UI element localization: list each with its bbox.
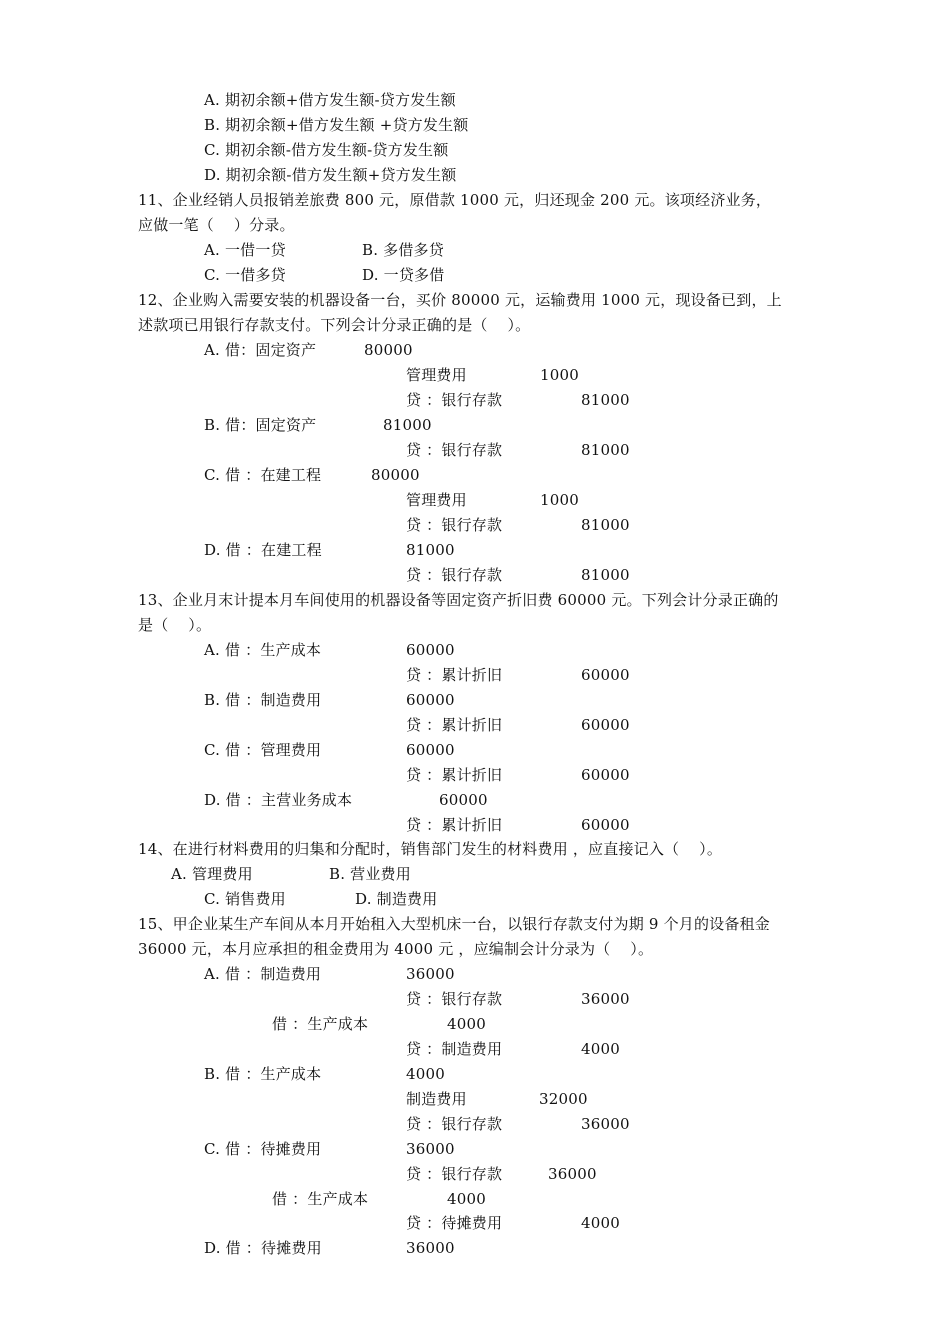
q11-option-b: B. 多借多贷 <box>362 241 444 259</box>
q12-option-b-credit-account: 贷 ：银行存款 <box>406 441 503 459</box>
q15-option-b-credit-account: 贷 ：银行存款 <box>406 1115 503 1133</box>
q12-option-c-credit-amount: 81000 <box>581 516 630 534</box>
q13-stem-line1: 13、企业月末计提本月车间使用的机器设备等固定资产折旧费 60000 元。下列会计分录正确的 <box>138 591 779 609</box>
q13-option-a-amount: 60000 <box>406 641 455 659</box>
q12-option-d-credit-account: 贷 ：银行存款 <box>406 566 503 584</box>
q15-option-b-line2-amount: 32000 <box>539 1090 588 1108</box>
q15-option-c-debit2-label: 借 ：生产成本 <box>272 1190 369 1208</box>
q12-option-c-line2-amount: 1000 <box>540 491 579 509</box>
q12-option-d-amount: 81000 <box>406 541 455 559</box>
q15-stem-line1: 15、甲企业某生产车间从本月开始租入大型机床一台，以银行存款支付为期 9 个月的设备租金 <box>138 915 770 933</box>
q13-option-c-amount: 60000 <box>406 741 455 759</box>
q12-option-a-label: A. 借：固定资产 <box>204 341 317 359</box>
q15-stem-line2: 36000 元，本月应承担的租金费用为 4000 元 ，应编制会计分录为（ ）。 <box>138 940 654 958</box>
q12-option-a-amount: 80000 <box>364 341 413 359</box>
q12-option-c-credit-account: 贷 ：银行存款 <box>406 516 503 534</box>
q12-option-b-label: B. 借：固定资产 <box>204 416 317 434</box>
q12-option-c-amount: 80000 <box>371 466 420 484</box>
q15-option-a-amount: 36000 <box>406 965 455 983</box>
q12-option-a-line2-amount: 1000 <box>540 366 579 384</box>
q12-stem-line2: 述款项已用银行存款支付。下列会计分录正确的是（ ）。 <box>138 316 531 334</box>
q15-option-b-credit-amount: 36000 <box>581 1115 630 1133</box>
q12-option-a-credit-amount: 81000 <box>581 391 630 409</box>
q12-option-a-credit-account: 贷 ：银行存款 <box>406 391 503 409</box>
q10-option-c: C. 期初余额-借方发生额-贷方发生额 <box>204 141 449 159</box>
q11-option-d: D. 一贷多借 <box>362 266 445 284</box>
q12-stem-line1: 12、企业购入需要安装的机器设备一台，买价 80000 元，运输费用 1000 元，现设备已到，上 <box>138 291 782 309</box>
q15-option-b-label: B. 借 ：生产成本 <box>204 1065 322 1083</box>
q15-option-a-label: A. 借 ：制造费用 <box>204 965 322 983</box>
q15-option-a-credit2-amount: 4000 <box>581 1040 620 1058</box>
q11-stem-line1: 11、企业经销人员报销差旅费 800 元，原借款 1000 元，归还现金 200 元。该项经济业务， <box>138 191 772 209</box>
q14-stem: 14、在进行材料费用的归集和分配时，销售部门发生的材料费用 ，应直接记入（ ）。 <box>138 840 723 858</box>
q14-option-a: A. 管理费用 <box>171 865 253 883</box>
q14-option-c: C. 销售费用 <box>204 890 286 908</box>
q12-option-c-label: C. 借 ：在建工程 <box>204 466 322 484</box>
q12-option-d-credit-amount: 81000 <box>581 566 630 584</box>
q13-option-a-credit-account: 贷 ：累计折旧 <box>406 666 503 684</box>
q13-option-d-label: D. 借 ：主营业务成本 <box>204 791 353 809</box>
q13-stem-line2: 是（ ）。 <box>138 616 212 634</box>
q13-option-b-label: B. 借 ：制造费用 <box>204 691 322 709</box>
q15-option-d-amount: 36000 <box>406 1239 455 1257</box>
q11-option-a: A. 一借一贷 <box>204 241 286 259</box>
q15-option-b-amount: 4000 <box>406 1065 445 1083</box>
q12-option-b-credit-amount: 81000 <box>581 441 630 459</box>
q13-option-b-credit-amount: 60000 <box>581 716 630 734</box>
q13-option-c-credit-account: 贷 ：累计折旧 <box>406 766 503 784</box>
q15-option-c-debit2-amount: 4000 <box>447 1190 486 1208</box>
q13-option-b-amount: 60000 <box>406 691 455 709</box>
q12-option-c-line2-account: 管理费用 <box>406 491 467 509</box>
q15-option-a-credit2-account: 贷 ：制造费用 <box>406 1040 503 1058</box>
q14-option-b: B. 营业费用 <box>329 865 411 883</box>
q13-option-d-credit-amount: 60000 <box>581 816 630 834</box>
q12-option-b-amount: 81000 <box>383 416 432 434</box>
q15-option-c-amount: 36000 <box>406 1140 455 1158</box>
q15-option-c-credit2-amount: 4000 <box>581 1214 620 1232</box>
q13-option-d-amount: 60000 <box>439 791 488 809</box>
q13-option-c-credit-amount: 60000 <box>581 766 630 784</box>
q15-option-c-label: C. 借 ：待摊费用 <box>204 1140 322 1158</box>
q13-option-b-credit-account: 贷 ：累计折旧 <box>406 716 503 734</box>
q12-option-a-line2-account: 管理费用 <box>406 366 467 384</box>
q13-option-d-credit-account: 贷 ：累计折旧 <box>406 816 503 834</box>
q15-option-c-credit-account: 贷 ：银行存款 <box>406 1165 503 1183</box>
q11-stem-line2: 应做一笔（ ）分录。 <box>138 216 295 234</box>
q15-option-c-credit-amount: 36000 <box>548 1165 597 1183</box>
q10-option-d: D. 期初余额-借方发生额+贷方发生额 <box>204 166 457 184</box>
q15-option-b-line2-account: 制造费用 <box>406 1090 467 1108</box>
q13-option-a-label: A. 借 ：生产成本 <box>204 641 322 659</box>
q13-option-a-credit-amount: 60000 <box>581 666 630 684</box>
q15-option-d-label: D. 借 ：待摊费用 <box>204 1239 322 1257</box>
q15-option-a-debit2-amount: 4000 <box>447 1015 486 1033</box>
q15-option-c-credit2-account: 贷 ：待摊费用 <box>406 1214 503 1232</box>
q14-option-d: D. 制造费用 <box>355 890 438 908</box>
q10-option-b: B. 期初余额+借方发生额 +贷方发生额 <box>204 116 469 134</box>
q10-option-a: A. 期初余额+借方发生额-贷方发生额 <box>204 91 456 109</box>
q12-option-d-label: D. 借 ：在建工程 <box>204 541 322 559</box>
q15-option-a-debit2-label: 借 ：生产成本 <box>272 1015 369 1033</box>
q15-option-a-credit-account: 贷 ：银行存款 <box>406 990 503 1008</box>
q15-option-a-credit-amount: 36000 <box>581 990 630 1008</box>
q13-option-c-label: C. 借 ：管理费用 <box>204 741 322 759</box>
q11-option-c: C. 一借多贷 <box>204 266 286 284</box>
